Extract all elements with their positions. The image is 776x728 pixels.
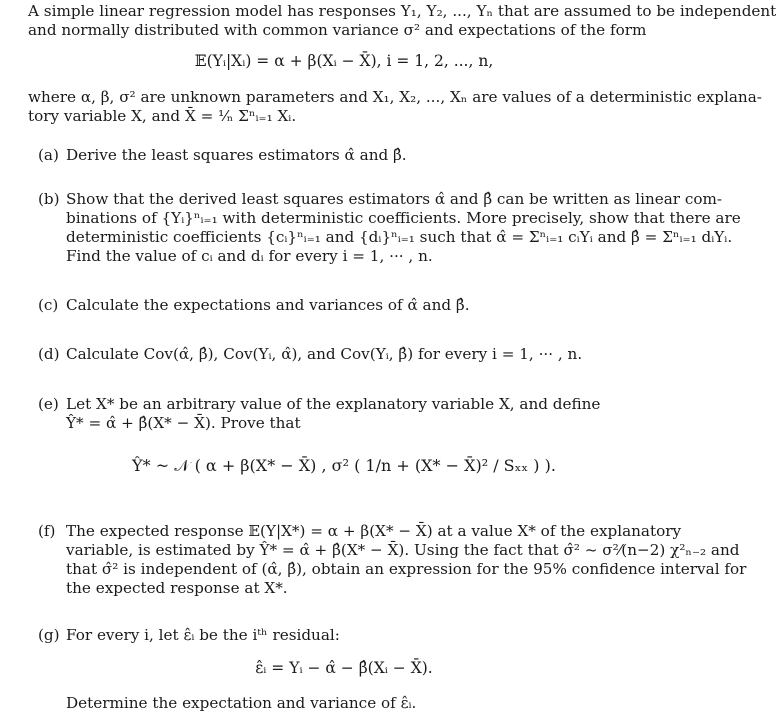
part-b-line-2: binations of {Yᵢ}ⁿᵢ₌₁ with deterministic coefficients. More precisely, show that there are — [66, 209, 741, 227]
part-a-label: (a) — [38, 146, 59, 164]
part-c-label: (c) — [38, 296, 59, 314]
part-e-equation: Ŷ* ~ 𝒩 ( α + β(X* − X̄) , σ² ( 1/n + (X* − X̄)² / Sₓₓ ) ). — [132, 456, 556, 475]
where-paragraph — [28, 88, 762, 126]
intro-line-2: and normally distributed with common variance σ² and expectations of the form — [28, 21, 647, 39]
part-f-line-3: that σ̂² is independent of (α̂, β̂), obtain an expression for the 95% confidence interval for — [66, 560, 747, 578]
part-d-line-1: Calculate Cov(α̂, β̂), Cov(Yᵢ, α̂), and Cov(Yᵢ, β̂) for every i = 1, ··· , n. — [66, 345, 583, 363]
model-equation: 𝔼(Yᵢ|Xᵢ) = α + β(Xᵢ − X̄), i = 1, 2, ..., n, — [194, 52, 494, 70]
part-e-label: (e) — [38, 395, 59, 413]
part-e-line-1: Let X* be an arbitrary value of the explanatory variable X, and define — [66, 395, 601, 413]
part-b-line-4: Find the value of cᵢ and dᵢ for every i = 1, ··· , n. — [66, 247, 433, 265]
part-g-label: (g) — [38, 626, 60, 644]
part-e-line-2: Ŷ* = α̂ + β̂(X* − X̄). Prove that — [66, 414, 301, 432]
part-g-line-1: For every i, let ε̂ᵢ be the iᵗʰ residual: — [66, 626, 340, 644]
part-a-line-1: Derive the least squares estimators α̂ and β̂. — [66, 146, 407, 164]
part-b-line-3: deterministic coefficients {cᵢ}ⁿᵢ₌₁ and {dᵢ}ⁿᵢ₌₁ such that α̂ = Σⁿᵢ₌₁ cᵢYᵢ and β̂ = Σⁿᵢ₌₁ dᵢYᵢ. — [66, 228, 733, 246]
part-f-line-2: variable, is estimated by Ŷ* = α̂ + β̂(X* − X̄). Using the fact that σ̂² ~ σ²⁄(n−2) χ²ₙ₋₂ and — [66, 541, 740, 559]
part-c-line-1: Calculate the expectations and variances of α̂ and β̂. — [66, 296, 470, 314]
part-g-equation: ε̂ᵢ = Yᵢ − α̂ − β̂(Xᵢ − X̄). — [255, 659, 433, 677]
intro-paragraph — [28, 2, 776, 40]
part-f-label: (f) — [38, 522, 56, 540]
part-f-line-4: the expected response at X*. — [66, 579, 288, 597]
part-g-closing-line: Determine the expectation and variance of ε̂ᵢ. — [66, 694, 417, 712]
where-line-2: tory variable X, and X̄ = ¹⁄ₙ Σⁿᵢ₌₁ Xᵢ. — [28, 107, 297, 125]
part-b-label: (b) — [38, 190, 60, 208]
intro-line-1: A simple linear regression model has responses Y₁, Y₂, ..., Yₙ that are assumed to be independent — [28, 2, 776, 20]
where-line-1: where α, β, σ² are unknown parameters and X₁, X₂, ..., Xₙ are values of a deterministic explana- — [28, 88, 762, 106]
part-f-line-1: The expected response 𝔼(Y|X*) = α + β(X* − X̄) at a value X* of the explanatory — [66, 522, 682, 540]
part-b-line-1: Show that the derived least squares estimators α̂ and β̂ can be written as linear com- — [66, 190, 723, 208]
part-d-label: (d) — [38, 345, 60, 363]
